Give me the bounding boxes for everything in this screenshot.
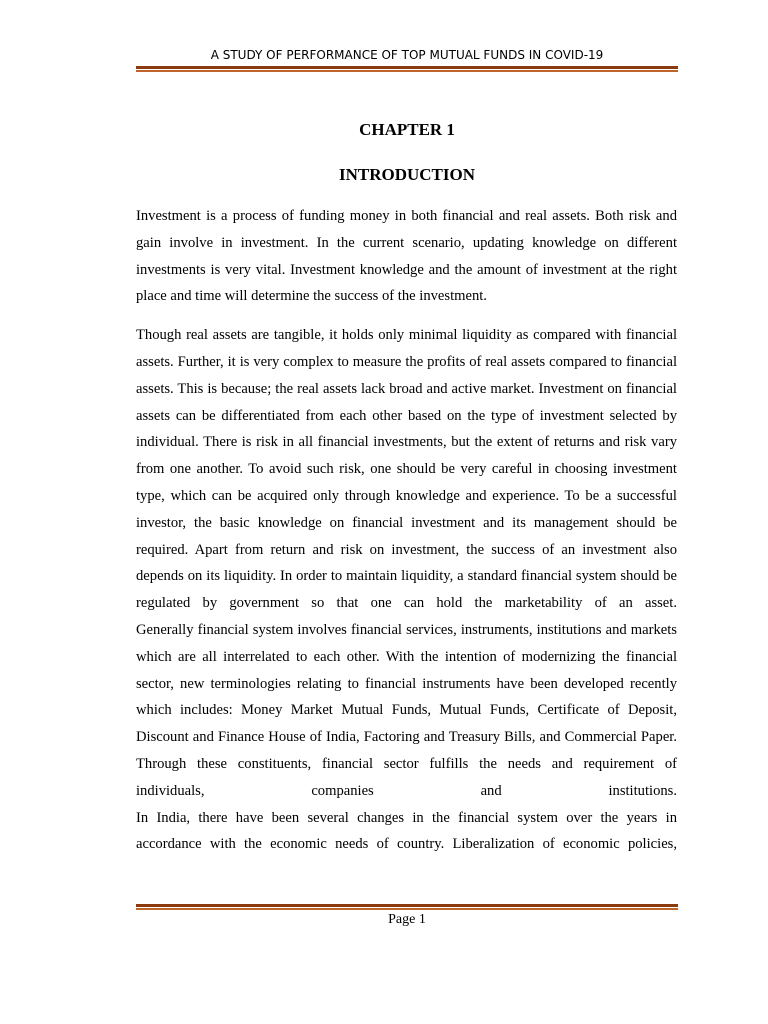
paragraph-4: In India, there have been several changes in the financial system over the years in accordance with the economic needs of country. Liberalization of economic policies, [136, 809, 677, 853]
chapter-number: CHAPTER 1 [359, 120, 455, 139]
paragraph-2: Though real assets are tangible, it holds only minimal liquidity as compared with financial assets. Further, it is very complex to measure the profits of real assets compared to financial assets. This is because; the real assets lack broad and active market. Investment on financial assets can be differentiated from each other based on the type of investment selected by individual. There is risk in all financial investments, but the extent of returns and risk vary from one another. To avoid such risk, one should be very careful in choosing investment type, which can be acquired only through knowledge and experience. To be a successful investor, the basic knowledge on financial investment and its management should be required. Apart from return and risk on investment, the success of an investment also depends on its liquidity. In order to maintain liquidity, a standard financial system should be regulated by government so that one can hold the marketability of an asset. [136, 327, 677, 612]
paragraph-1: Investment is a process of funding money in both financial and real assets. Both risk and gain involve in investment. In the current scenario, updating knowledge on different investments is very vital. Investment knowledge and the amount of investment at the right place and time will determine the success of the investment. [136, 208, 677, 305]
header-rule-thick [136, 66, 678, 69]
header-rule [136, 66, 678, 72]
chapter-title: INTRODUCTION [338, 165, 476, 184]
body-text [136, 203, 677, 858]
header-rule-thin [136, 70, 678, 72]
running-header: A STUDY OF PERFORMANCE OF TOP MUTUAL FUNDS IN COVID-19 [210, 48, 604, 62]
paragraph-3: Generally financial system involves financial services, instruments, institutions and markets which are all interrelated to each other. With the intention of modernizing the financial sector, new terminologies relating to financial instruments have been developed recently which includes: Money Market Mutual Funds, Mutual Funds, Certificate of Deposit, Discount and Finance House of India, Factoring and Treasury Bills, and Commercial Paper. Through these constituents, financial sector fulfills the needs and requirement of individuals, companies and institutions. [136, 621, 677, 799]
page-number: Page 1 [388, 912, 426, 927]
footer-rule-thick [136, 904, 678, 907]
footer-rule-thin [136, 908, 678, 910]
footer-rule [136, 904, 678, 910]
